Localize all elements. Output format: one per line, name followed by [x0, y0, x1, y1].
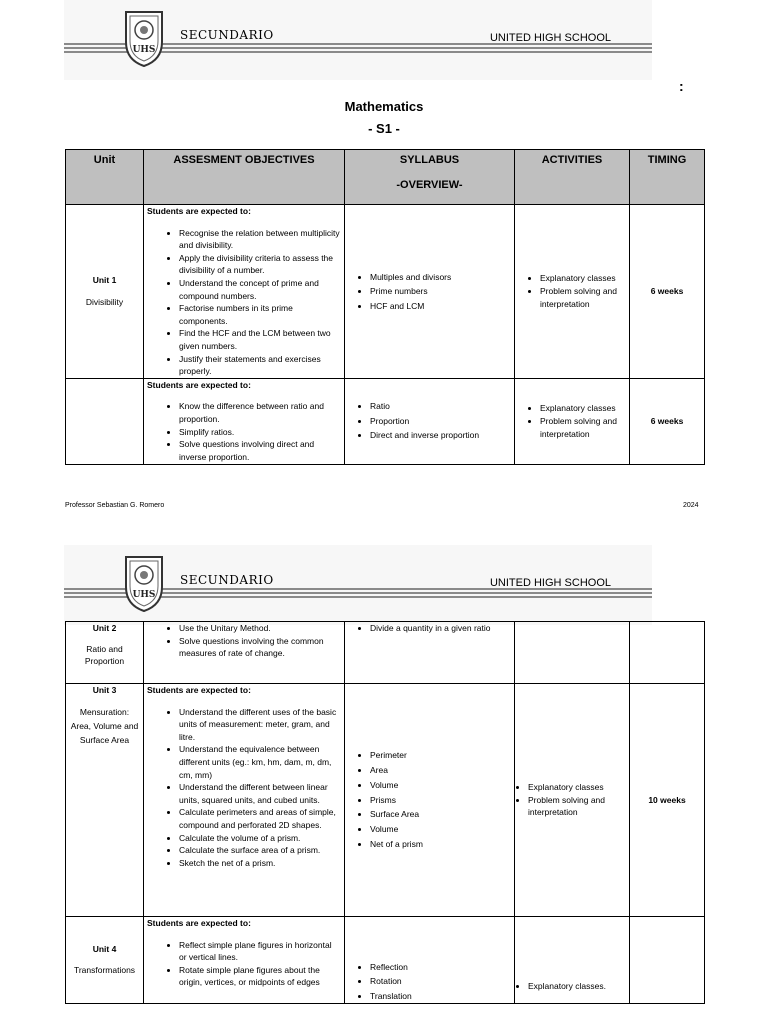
objectives-cell: Students are expected to: • Understand the different uses of the basic units of measurement: meter, gram, and litre. • Understand the equivalence between different units (eg.: km, hm, dam, m, dm, cm, mm) • Understand the different between linear units, squared units, and cubed units. • Calculate perimeters and areas of simple, compound and perforated 2D shapes. • Calculate the volume of a prism. • Calculate the surface area of a prism. • Sketch the net of a prism.: [144, 684, 345, 917]
col-header-unit: Unit: [66, 150, 144, 205]
table-row: [66, 205, 705, 379]
syllabus-cell: [345, 205, 515, 379]
school-crest-logo: [122, 553, 166, 613]
list-item: • Ratio: [370, 399, 511, 414]
unit-cell: Unit 1 Divisibility: [66, 205, 144, 379]
list-item: • Solve questions involving the common measures of rate of change.: [179, 635, 341, 660]
list-item: • Proportion: [370, 414, 511, 429]
list-item: • Area: [370, 763, 511, 778]
secundario-label: SECUNDARIO: [180, 573, 274, 587]
list-item: • Prime numbers: [370, 284, 511, 299]
list-item: • Direct and inverse proportion: [370, 428, 511, 443]
list-item: • Problem solving and interpretation: [528, 794, 626, 819]
list-item: • Explanatory classes: [540, 272, 626, 285]
list-item: • Sketch the net of a prism.: [179, 857, 341, 870]
list-item: • Explanatory classes: [540, 402, 626, 415]
activities-cell: [515, 684, 630, 917]
footer-year: 2024: [683, 502, 699, 509]
school-name: UNITED HIGH SCHOOL: [489, 577, 611, 589]
page2-header: [64, 545, 652, 625]
list-item: • Volume: [370, 778, 511, 793]
list-item: • Reflect simple plane figures in horizontal or vertical lines.: [179, 939, 341, 964]
list-item: • Explanatory classes.: [528, 980, 626, 993]
list-item: • Find the HCF and the LCM between two given numbers.: [179, 327, 341, 352]
list-item: • Calculate the surface area of a prism.: [179, 844, 341, 857]
col-header-activities: ACTIVITIES: [515, 150, 630, 205]
timing-cell: 6 weeks: [630, 205, 705, 379]
syllabus-table-page1: [65, 149, 705, 465]
col-header-objectives: ASSESMENT OBJECTIVES: [144, 150, 345, 205]
table-row: [66, 622, 705, 684]
list-item: • Prisms: [370, 793, 511, 808]
list-item: • Know the difference between ratio and proportion.: [179, 400, 341, 425]
level-title: - S1 -: [368, 121, 400, 136]
list-item: • Recognise the relation between multiplicity and divisibility.: [179, 227, 341, 252]
table-row: [66, 684, 705, 917]
objectives-cell: Students are expected to: • Know the difference between ratio and proportion. • Simplify ratios. • Solve questions involving direct and inverse proportion.: [144, 378, 345, 464]
list-item: • Understand the concept of prime and compound numbers.: [179, 277, 341, 302]
syllabus-cell: [345, 622, 515, 684]
list-item: • Understand the different between linear units, squared units, and cubed units.: [179, 781, 341, 806]
secundario-label: SECUNDARIO: [180, 28, 274, 42]
list-item: • Simplify ratios.: [179, 426, 341, 439]
list-item: • Volume: [370, 822, 511, 837]
activities-cell: [515, 917, 630, 1004]
unit-cell: Unit 3 Mensuration: Area, Volume and Surface Area: [66, 684, 144, 917]
list-item: • Apply the divisibility criteria to assess the divisibility of a number.: [179, 252, 341, 277]
syllabus-table-page2: [65, 621, 705, 1004]
activities-cell: [515, 622, 630, 684]
activities-cell: [515, 378, 630, 464]
list-item: • Rotation: [370, 974, 511, 989]
list-item: • Calculate perimeters and areas of simple, compound and perforated 2D shapes.: [179, 806, 341, 831]
table-row: [66, 378, 705, 464]
school-name: UNITED HIGH SCHOOL: [489, 32, 611, 44]
unit-cell: [66, 378, 144, 464]
list-item: • Net of a prism: [370, 837, 511, 852]
col-header-timing: TIMING: [630, 150, 705, 205]
list-item: • Understand the equivalence between different units (eg.: km, hm, dam, m, dm, cm, mm): [179, 743, 341, 781]
objectives-cell: Students are expected to: • Reflect simple plane figures in horizontal or vertical lines. • Rotate simple plane figures about the origin, vertices, or midpoints of edges: [144, 917, 345, 1004]
school-crest-logo: [122, 8, 166, 68]
timing-cell: [630, 622, 705, 684]
list-item: • Perimeter: [370, 748, 511, 763]
unit-cell: Unit 4 Transformations: [66, 917, 144, 1004]
list-item: • Surface Area: [370, 807, 511, 822]
list-item: • Factorise numbers in its prime components.: [179, 302, 341, 327]
list-item: • Translation: [370, 989, 511, 1004]
list-item: • Divide a quantity in a given ratio: [370, 622, 511, 635]
timing-cell: 6 weeks: [630, 378, 705, 464]
list-item: • Rotate simple plane figures about the origin, vertices, or midpoints of edges: [179, 964, 341, 989]
footer-professor: Professor Sebastian G. Romero: [65, 502, 165, 509]
list-item: • Explanatory classes: [528, 781, 626, 794]
svg-text:UHS: UHS: [132, 590, 156, 600]
objectives-cell: Students are expected to: • Recognise the relation between multiplicity and divisibility. • Apply the divisibility criteria to assess the divisibility of a number. • Understand the concept of prime and compound numbers. • Factorise numbers in its prime components. • Find the HCF and the LCM between two given numbers. • Justify their statements and exercises properly.: [144, 205, 345, 379]
subject-title: Mathematics: [344, 99, 424, 114]
list-item: • Calculate the volume of a prism.: [179, 832, 341, 845]
list-item: • Understand the different uses of the basic units of measurement: meter, gram, and litre.: [179, 706, 341, 744]
colon-mark: :: [679, 78, 684, 94]
timing-cell: [630, 917, 705, 1004]
svg-text:UHS: UHS: [132, 45, 156, 55]
list-item: • Justify their statements and exercises properly.: [179, 353, 341, 378]
list-item: • Solve questions involving direct and inverse proportion.: [179, 438, 341, 463]
page1-header: [64, 0, 652, 80]
objectives-cell: [144, 622, 345, 684]
syllabus-cell: [345, 917, 515, 1004]
col-header-syllabus: SYLLABUS -OVERVIEW-: [345, 150, 515, 205]
table-row: [66, 917, 705, 1004]
list-item: • Problem solving and interpretation: [540, 415, 626, 440]
syllabus-cell: [345, 684, 515, 917]
list-item: • HCF and LCM: [370, 299, 511, 314]
list-item: • Use the Unitary Method.: [179, 622, 341, 635]
activities-cell: [515, 205, 630, 379]
timing-cell: 10 weeks: [630, 684, 705, 917]
unit-cell: Unit 2 Ratio and Proportion: [66, 622, 144, 684]
list-item: • Problem solving and interpretation: [540, 285, 626, 310]
list-item: • Reflection: [370, 960, 511, 975]
syllabus-cell: [345, 378, 515, 464]
list-item: • Multiples and divisors: [370, 270, 511, 285]
